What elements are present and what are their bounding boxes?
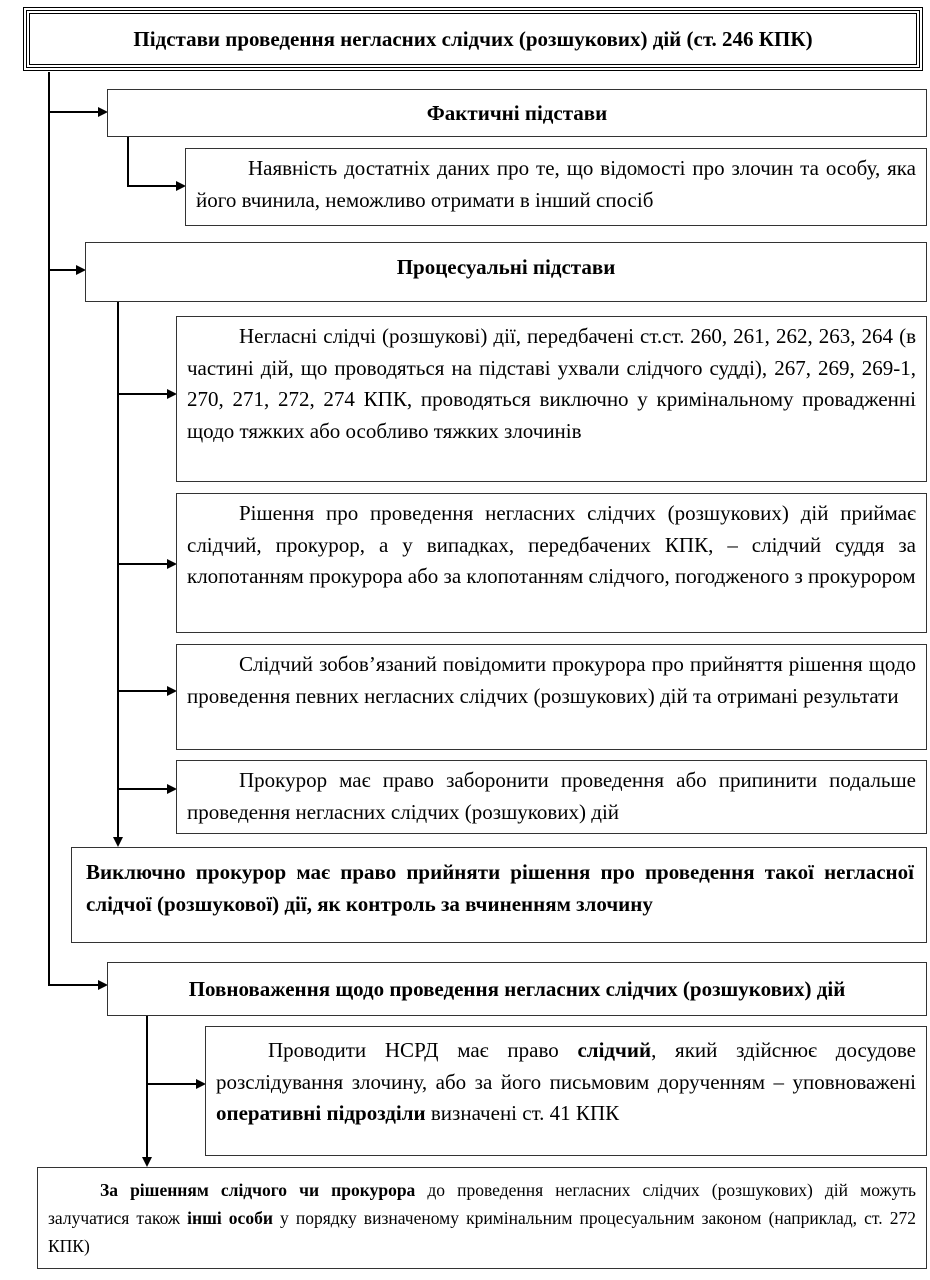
powers-connector-line xyxy=(146,1016,148,1158)
powers-detail-text-2: , який здійснює досудове розслідування злочину, або за його письмовим дорученням – уповноважені xyxy=(216,1038,916,1094)
procedural-heading-box xyxy=(85,242,927,302)
others-text-1: до проведення негласних слідчих (розшукових) дій можуть залучатися також xyxy=(48,1180,916,1228)
exclusive-prosecutor-text: Виключно прокурор має право прийняти рішення про проведення такої негласної слідчої (розшукової) дії, як контроль за вчиненням злочину xyxy=(86,860,914,916)
others-persons: інші особи xyxy=(187,1208,273,1228)
factual-heading-box xyxy=(107,89,927,137)
procedural-item-1 xyxy=(176,316,927,482)
connector-proc-2 xyxy=(117,563,167,565)
diagram-title-text: Підстави проведення негласних слідчих (розшукових) дій (ст. 246 КПК) xyxy=(133,26,813,51)
connector-proc-4 xyxy=(117,788,167,790)
connector-proc-3 xyxy=(117,690,167,692)
connector-factual-sub-v xyxy=(127,137,129,187)
connector-factual xyxy=(48,111,98,113)
factual-detail-box xyxy=(185,148,927,226)
powers-detail-text-3: визначені ст. 41 КПК xyxy=(425,1101,620,1125)
powers-detail-box xyxy=(205,1026,927,1156)
procedural-connector-line xyxy=(117,302,119,838)
main-connector-line xyxy=(48,72,50,986)
factual-detail-text: Наявність достатніх даних про те, що відомості про злочин та особу, яка його вчинила, неможливо отримати в інший спосіб xyxy=(196,156,916,212)
procedural-item-4-text: Прокурор має право заборонити проведення або припинити подальше проведення негласних слідчих (розшукових) дій xyxy=(187,768,916,824)
arrow-others xyxy=(142,1157,152,1167)
connector-powers xyxy=(48,984,98,986)
connector-factual-sub-h xyxy=(127,185,177,187)
others-text-2: у порядку визначеному кримінальним процесуальним законом (наприклад, ст. 272 КПК) xyxy=(48,1208,916,1256)
procedural-item-2 xyxy=(176,493,927,633)
procedural-item-3 xyxy=(176,644,927,750)
others-decision: За рішенням слідчого чи прокурора xyxy=(100,1180,416,1200)
arrow-exclusive xyxy=(113,837,123,847)
procedural-heading: Процесуальні підстави xyxy=(396,255,616,279)
procedural-item-4 xyxy=(176,760,927,834)
exclusive-prosecutor-box xyxy=(71,847,927,943)
powers-detail-text-1: Проводити НСРД має право xyxy=(268,1038,578,1062)
connector-proc-1 xyxy=(117,393,167,395)
connector-procedural xyxy=(48,269,76,271)
procedural-item-2-text: Рішення про проведення негласних слідчих (розшукових) дій приймає слідчий, прокурор, а у випадках, передбачених КПК, – слідчий суддя за клопотанням прокурора або за клопотанням слідчого, погодженого з прокурором xyxy=(187,501,916,588)
factual-heading: Фактичні підстави xyxy=(426,100,608,125)
procedural-item-1-text: Негласні слідчі (розшукові) дії, передбачені ст.ст. 260, 261, 262, 263, 264 (в частині дій, що проводяться на підставі ухвали слідчого судді), 267, 269, 269-1, 270, 271, 272, 274 КПК, проводяться виключно у кримінальному провадженні щодо тяжких або особливо тяжких злочинів xyxy=(187,324,916,443)
powers-heading-box xyxy=(107,962,927,1016)
diagram-title xyxy=(26,10,920,68)
procedural-item-3-text: Слідчий зобов’язаний повідомити прокурора про прийняття рішення щодо проведення певних негласних слідчих (розшукових) дій та отримані результати xyxy=(187,652,916,708)
powers-heading: Повноваження щодо проведення негласних слідчих (розшукових) дій xyxy=(188,976,846,1001)
connector-powers-detail xyxy=(146,1083,196,1085)
powers-detail-investigator: слідчий xyxy=(577,1038,652,1062)
powers-detail-units: оперативні підрозділи xyxy=(216,1101,426,1125)
others-box xyxy=(37,1167,927,1269)
